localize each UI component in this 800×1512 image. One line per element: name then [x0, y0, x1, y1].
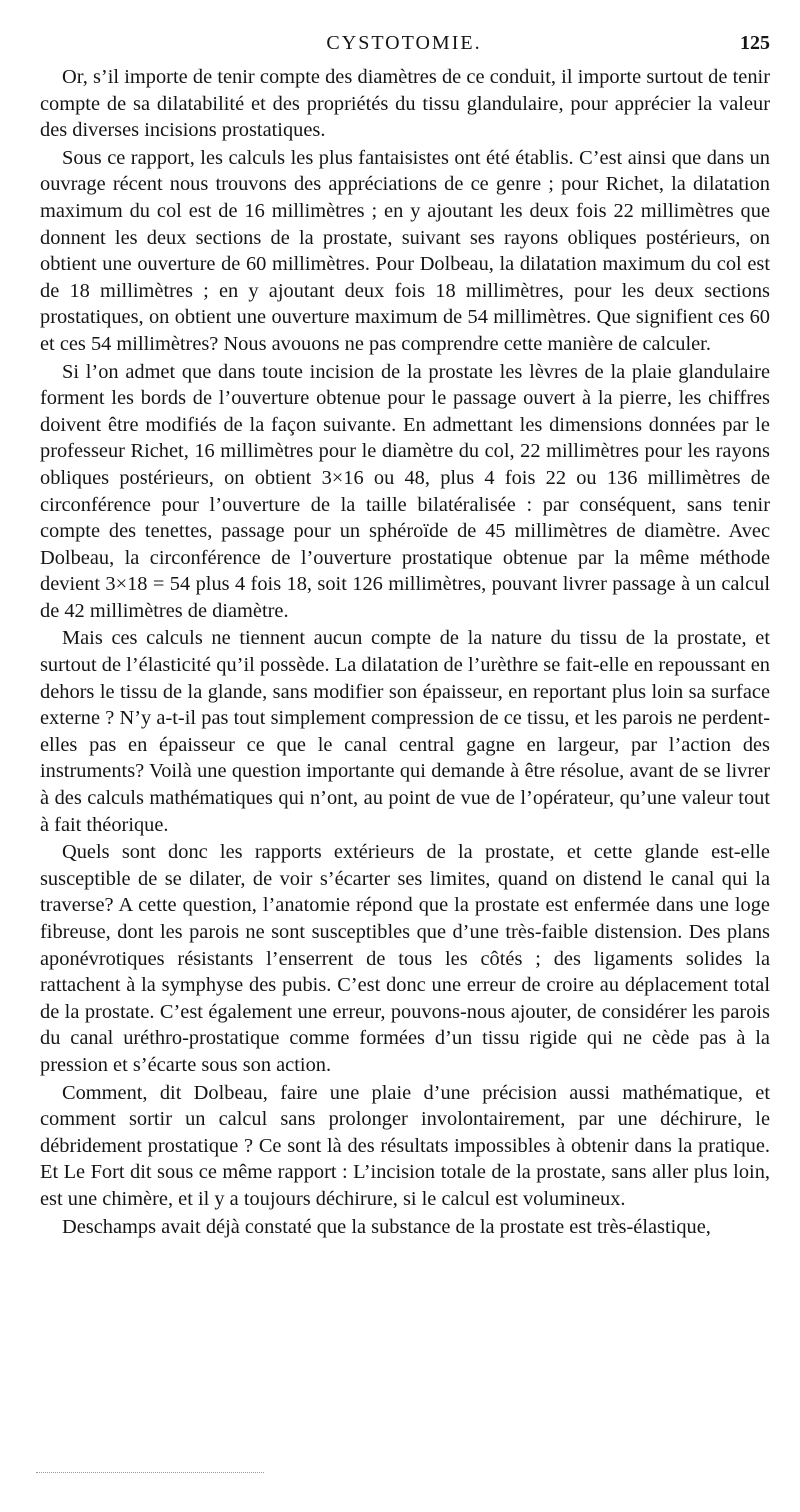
paragraph-2: Sous ce rapport, les calculs les plus fantaisistes ont été établis. C’est ainsi que dans un ouvrage récent nous trouvons des appréciations de ce genre ; pour Richet, la dilatation maximum du col est de 16 millimètres ; en y ajoutant les deux fois 22 millimètres que donnent les deux sections de la prostate, suivant ses rayons obliques postérieurs, on obtient une ouverture de 60 millimètres. Pour Dolbeau, la dilatation maximum du col est de 18 millimètres ; en y ajoutant deux fois 18 millimètres, pour les deux sections prostatiques, on obtient une ouverture maximum de 54 millimètres. Que signifient ces 60 et ces 54 millimètres? Nous avouons ne pas comprendre cette manière de calculer. — [40, 146, 770, 355]
paragraph-5: Quels sont donc les rapports extérieurs de la prostate, et cette glande est-elle susceptible de se dilater, de voir s’écarter ses limites, quand on distend le canal qui la traverse? A cette question, l’anatomie répond que la prostate est enfermée dans une loge fibreuse, dont les parois ne sont susceptibles que d’une très-faible distension. Des plans aponévrotiques résistants l’enserrent de tous les côtés ; des ligaments solides la rattachent à la symphyse des pubis. C’est donc une erreur de croire au déplacement total de la prostate. C’est également une erreur, pouvons-nous ajouter, de considérer les parois du canal uréthro-prostatique comme formées d’un tissu rigide qui ne cède pas à la pression et s’écarte sous son action. — [40, 841, 770, 1076]
paragraph-6: Comment, dit Dolbeau, faire une plaie d’une précision aussi mathématique, et comment sortir un calcul sans prolonger involontairement, par une déchirure, le débridement prostatique ? Ce sont là des résultats impossibles à obtenir dans la pratique. Et Le Fort dit sous ce même rapport : L’incision totale de la prostate, sans aller plus loin, est une chimère, et il y a toujours déchirure, si le calcul est volumineux. — [40, 1081, 770, 1210]
footer-rule — [36, 1472, 264, 1473]
paragraph-3: Si l’on admet que dans toute incision de la prostate les lèvres de la plaie glandulaire forment les bords de l’ouverture obtenue pour le passage ouvert à la pierre, les chiffres doivent être modifiés de la façon suivante. En admettant les dimensions données par le professeur Richet, 16 millimètres pour le diamètre du col, 22 millimètres pour les rayons obliques postérieurs, on obtient 3×16 ou 48, plus 4 fois 22 ou 136 millimètres de circonférence pour l’ouverture de la taille bilatéralisée : par conséquent, sans tenir compte des tenettes, passage pour un sphéroïde de 45 millimètres de diamètre. Avec Dolbeau, la circonférence de l’ouverture prostatique obtenue par la même méthode devient 3×18 = 54 plus 4 fois 18, soit 126 millimètres, pouvant livrer passage à un calcul de 42 millimètres de diamètre. — [40, 360, 770, 622]
paragraph-4: Mais ces calculs ne tiennent aucun compte de la nature du tissu de la prostate, et surtout de l’élasticité qu’il possède. La dilatation de l’urèthre se fait-elle en repoussant en dehors le tissu de la glande, sans modifier son épaisseur, en reportant plus loin sa surface externe ? N’y a-t-il pas tout simplement compression de ce tissu, et les parois ne perdent-elles pas en épaisseur ce que le canal central gagne en largeur, par l’action des instruments? Voilà une question importante qui demande à être résolue, avant de se livrer à des calculs mathématiques qui n’ont, au point de vue de l’opérateur, qu’une valeur tout à fait théorique. — [40, 627, 770, 836]
running-title: CYSTOTOMIE. — [326, 32, 482, 54]
page-number: 125 — [740, 32, 770, 54]
paragraph-1: Or, s’il importe de tenir compte des diamètres de ce conduit, il importe surtout de tenir compte de sa dilatabilité et des propriétés du tissu glandulaire, pour apprécier la valeur des diverses incisions prostatiques. — [40, 66, 770, 142]
paragraph-7: Deschamps avait déjà constaté que la substance de la prostate est très-élastique, — [62, 1215, 711, 1238]
body-text — [40, 64, 770, 1241]
running-head — [38, 30, 770, 56]
